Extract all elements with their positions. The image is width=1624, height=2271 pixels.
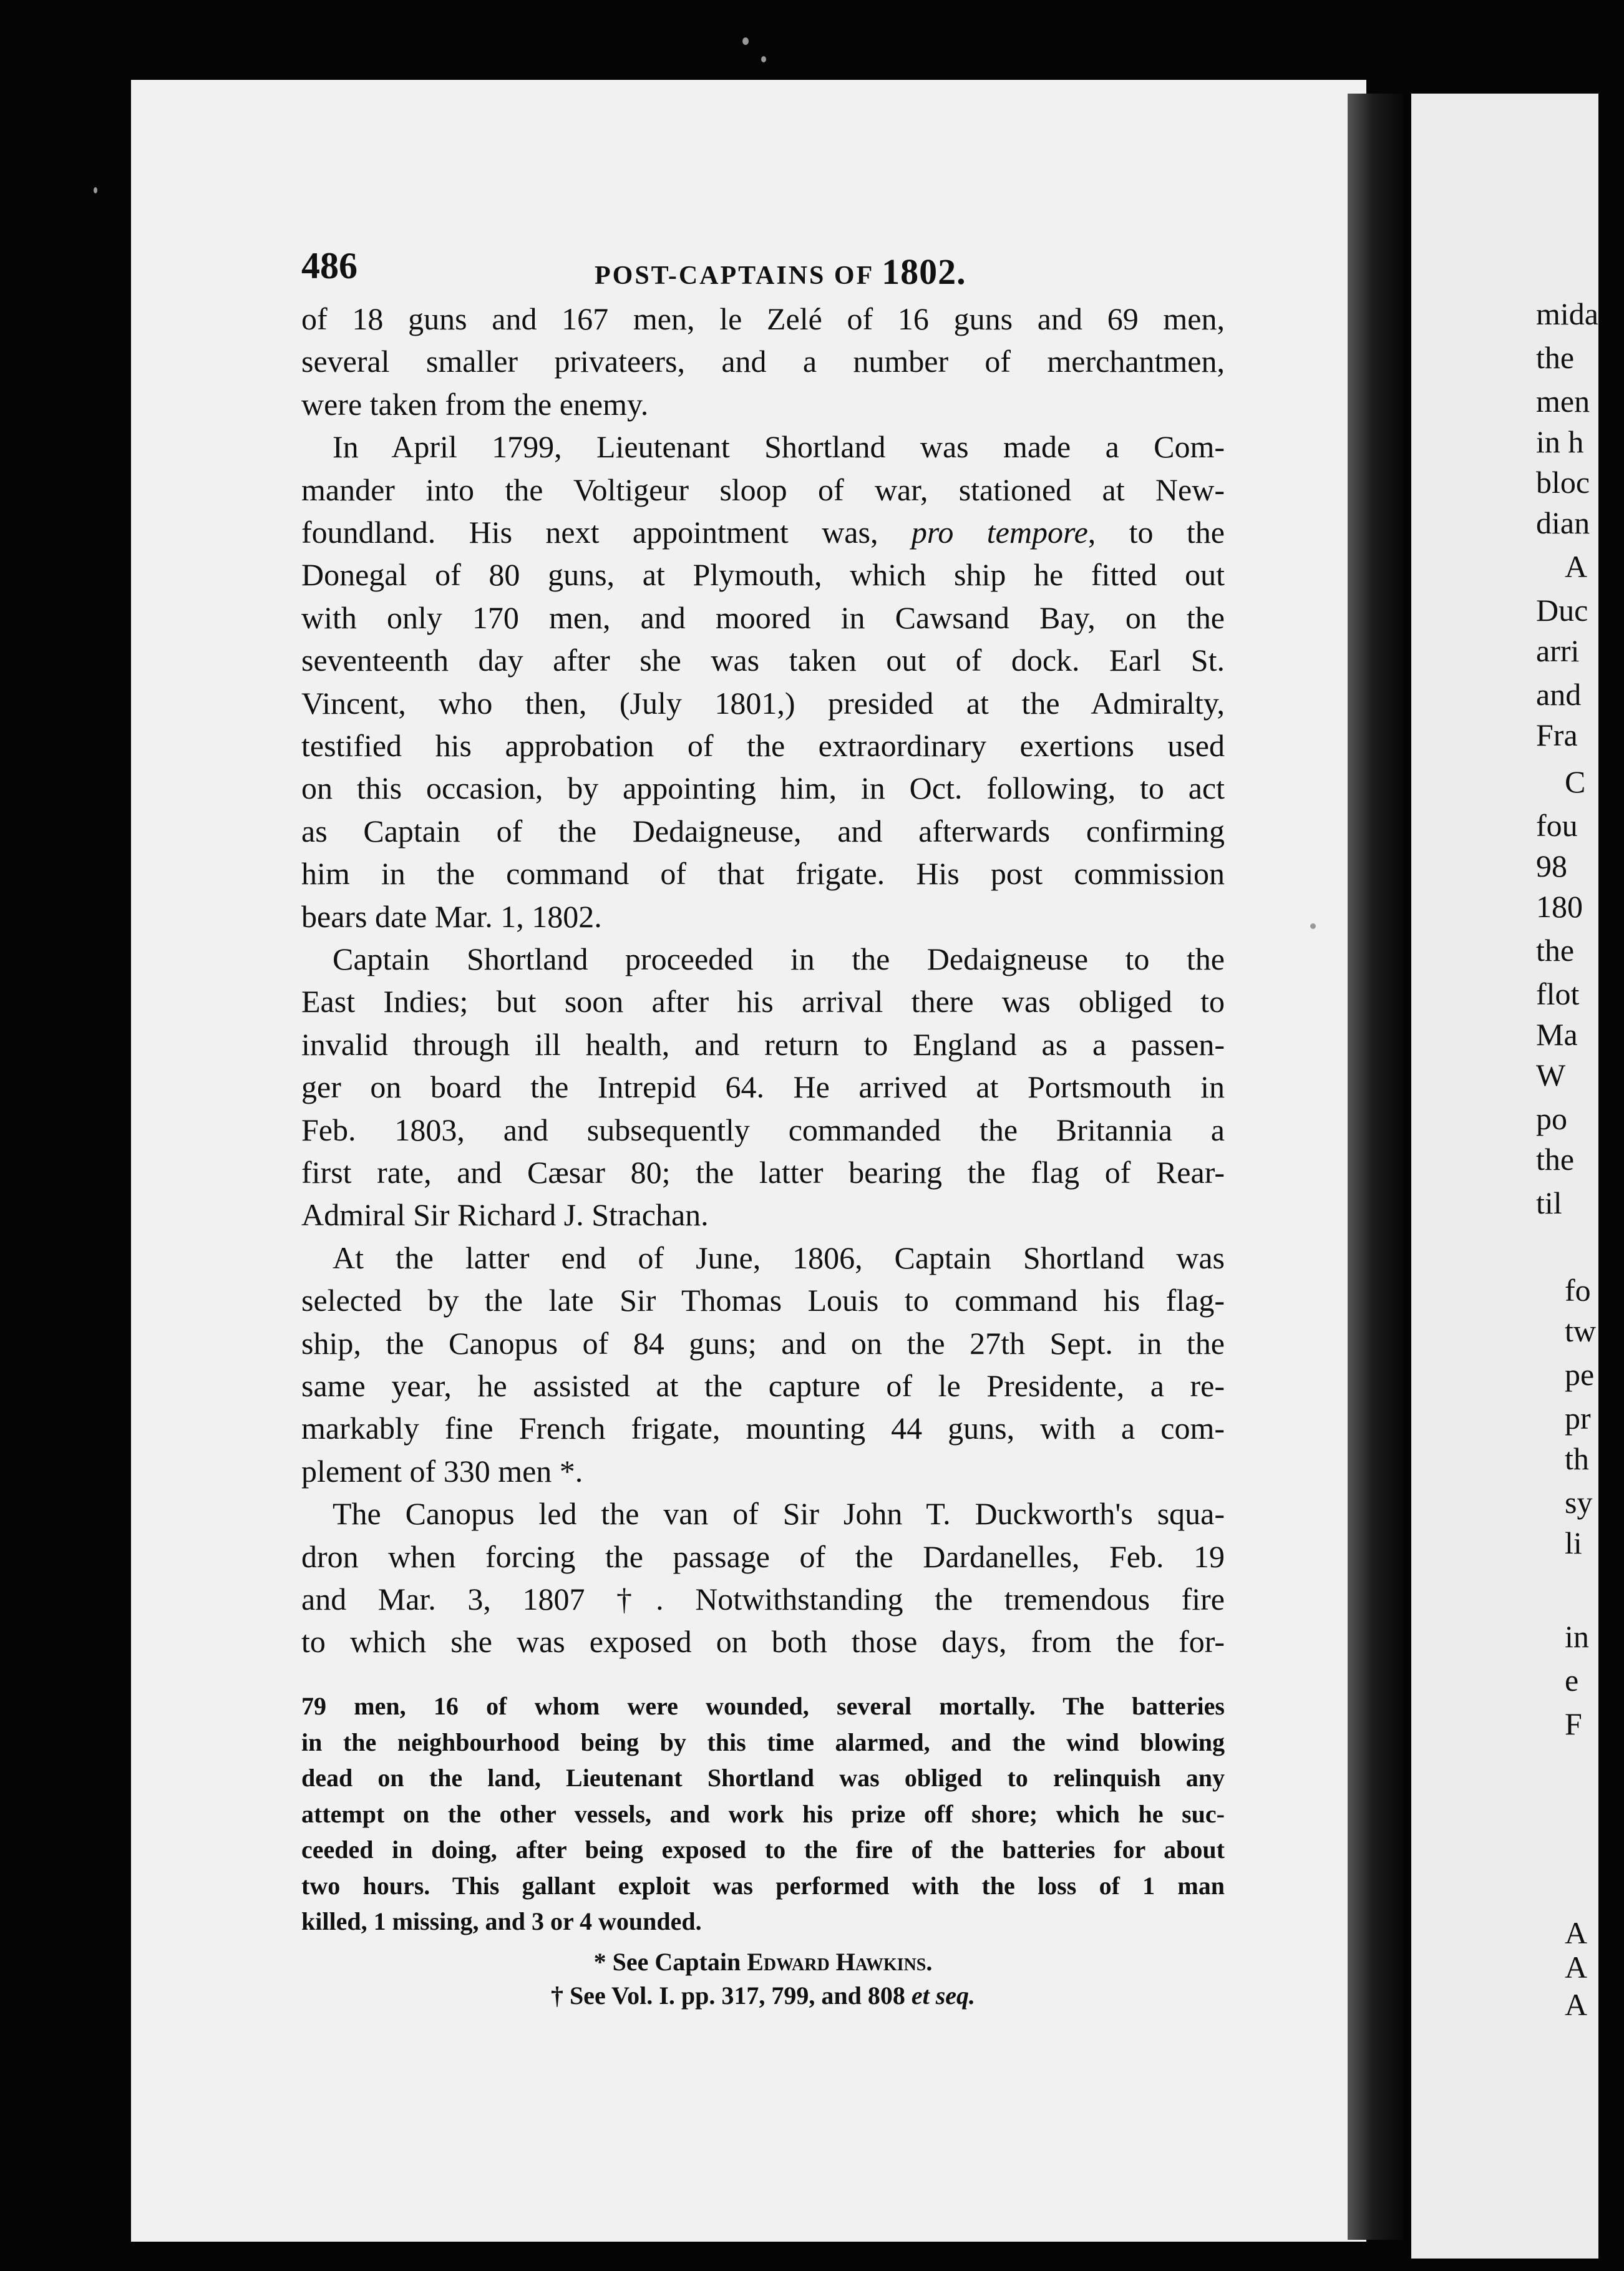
body-line: to which she was exposed on both those days, from the for-: [301, 1624, 1225, 1660]
facing-page-fragment: pe: [1565, 1357, 1595, 1392]
facing-page-fragment: A: [1565, 1950, 1588, 1985]
body-line: on this occasion, by appointing him, in Oct. following, to act: [301, 771, 1225, 806]
facing-page-fragment: li: [1565, 1525, 1582, 1560]
footnote-line: ceeded in doing, after being exposed to the fire of the batteries for about: [301, 1836, 1225, 1864]
page-header: [301, 245, 1225, 294]
facing-page-fragment: the: [1536, 933, 1575, 968]
facing-page-fragment: and: [1536, 677, 1582, 712]
body-line: Feb. 1803, and subsequently commanded the Britannia a: [301, 1112, 1225, 1147]
facing-page-fragment: the: [1536, 340, 1575, 375]
body-line: as Captain of the Dedaigneuse, and afterwards confirming: [301, 813, 1225, 849]
footnote-star-name: Edward Hawkins.: [747, 1948, 933, 1976]
body-line: bears date Mar. 1, 1802.: [301, 898, 602, 934]
footnote-line: killed, 1 missing, and 3 or 4 wounded.: [301, 1907, 702, 1935]
facing-page-fragment: sy: [1565, 1485, 1593, 1520]
body-line: ship, the Canopus of 84 guns; and on the 27th Sept. in the: [301, 1325, 1225, 1361]
facing-page-fragment: Fra: [1536, 717, 1578, 752]
running-head-title: POST-CAPTAINS OF: [595, 261, 873, 290]
facing-page-fragment: pr: [1565, 1401, 1591, 1436]
facing-page-fragment: in h: [1536, 424, 1584, 459]
body-line: markably fine French frigate, mounting 44 guns, with a com-: [301, 1411, 1225, 1446]
body-line: several smaller privateers, and a number of merchantmen,: [301, 344, 1225, 379]
footnote-line: dead on the land, Lieutenant Shortland was obliged to relinquish any: [301, 1764, 1225, 1792]
facing-page-fragment: 180: [1536, 889, 1583, 924]
facing-page-fragment: A: [1565, 1987, 1588, 2022]
facing-page-fragment: men: [1536, 384, 1590, 419]
running-head-year: 1802.: [882, 251, 966, 292]
body-line: The Canopus led the van of Sir John T. Duckworth's squa-: [333, 1496, 1225, 1532]
footnote-star: [301, 1945, 1225, 1979]
body-line: and Mar. 3, 1807 †. Notwithstanding the tremendous fire: [301, 1582, 1225, 1617]
body-line: Donegal of 80 guns, at Plymouth, which ship he fitted out: [301, 557, 1225, 593]
body-line: same year, he assisted at the capture of le Presidente, a re-: [301, 1368, 1225, 1403]
book-gutter: [1348, 94, 1404, 2240]
facing-page-fragment: flot: [1536, 976, 1580, 1011]
facing-page-fragment: 98: [1536, 849, 1567, 883]
page-number: 486: [301, 245, 357, 286]
body-line: first rate, and Cæsar 80; the latter bearing the flag of Rear-: [301, 1155, 1225, 1190]
facing-page-fragment: in: [1565, 1619, 1589, 1654]
body-line: ger on board the Intrepid 64. He arrived at Portsmouth in: [301, 1069, 1225, 1105]
body-line: selected by the late Sir Thomas Louis to command his flag-: [301, 1283, 1225, 1318]
facing-page-fragment: dian: [1536, 505, 1590, 540]
footnote-line: two hours. This gallant exploit was performed with the loss of 1 man: [301, 1871, 1225, 1900]
body-line: dron when forcing the passage of the Dardanelles, Feb. 19: [301, 1539, 1225, 1574]
dust-speck: [94, 187, 97, 193]
facing-page-fragment: fou: [1536, 808, 1578, 843]
footnote-line: 79 men, 16 of whom were wounded, several mortally. The batteries: [301, 1692, 1225, 1720]
running-head: [595, 251, 966, 293]
facing-page-fragment: bloc: [1536, 465, 1590, 500]
body-line: of 18 guns and 167 men, le Zelé of 16 guns and 69 men,: [301, 301, 1225, 336]
facing-page-fragment: arri: [1536, 633, 1580, 668]
body-line: East Indies; but soon after his arrival there was obliged to: [301, 984, 1225, 1019]
body-line: testified his approbation of the extraordinary exertions used: [301, 728, 1225, 763]
footnote-line: attempt on the other vessels, and work his prize off shore; which he suc-: [301, 1799, 1225, 1828]
dust-speck: [1310, 923, 1316, 929]
body-line: In April 1799, Lieutenant Shortland was made a Com-: [333, 429, 1225, 465]
facing-page-fragment: A: [1565, 1915, 1588, 1950]
facing-page-fragment: mida: [1536, 296, 1598, 331]
facing-page-fragment: e: [1565, 1663, 1579, 1698]
dust-speck: [761, 56, 766, 62]
body-line: seventeenth day after she was taken out of dock. Earl St.: [301, 643, 1225, 678]
footnote-dagger: [301, 1979, 1225, 2013]
facing-page-fragment: Ma: [1536, 1017, 1578, 1052]
body-line: At the latter end of June, 1806, Captain Shortland was: [333, 1240, 1225, 1275]
body-line: were taken from the enemy.: [301, 386, 649, 422]
body-line: him in the command of that frigate. His post commission: [301, 856, 1225, 892]
footnote-star-text: * See Captain: [593, 1948, 741, 1976]
body-line: plement of 330 men *.: [301, 1453, 583, 1489]
facing-page-fragment: til: [1536, 1185, 1562, 1220]
footnote-dagger-text: † See Vol. I. pp. 317, 799, and 808: [550, 1982, 905, 2010]
footnote-dagger-suffix: et seq.: [911, 1982, 976, 2010]
body-line: Vincent, who then, (July 1801,) presided at the Admiralty,: [301, 685, 1225, 721]
facing-page-fragment: tw: [1565, 1313, 1596, 1348]
footnote-line: in the neighbourhood being by this time alarmed, and the wind blowing: [301, 1728, 1225, 1756]
facing-page-fragment: C: [1565, 764, 1586, 799]
body-line: with only 170 men, and moored in Cawsand Bay, on the: [301, 600, 1225, 635]
facing-page-fragment: F: [1565, 1706, 1582, 1741]
facing-page-fragment: th: [1565, 1441, 1589, 1476]
facing-page-fragment: Duc: [1536, 593, 1588, 628]
body-line: foundland. His next appointment was, pro tempore, to the: [301, 515, 1225, 550]
body-line: Captain Shortland proceeded in the Dedaigneuse to the: [333, 941, 1225, 976]
facing-page-fragment: po: [1536, 1101, 1567, 1136]
dust-speck: [742, 37, 749, 45]
body-line: mander into the Voltigeur sloop of war, stationed at New-: [301, 472, 1225, 507]
facing-page-fragment: A: [1565, 549, 1588, 584]
facing-page-fragment: W: [1536, 1058, 1566, 1092]
facing-page-fragment: fo: [1565, 1273, 1591, 1308]
facing-page-fragment: the: [1536, 1142, 1575, 1177]
body-line: Admiral Sir Richard J. Strachan.: [301, 1197, 709, 1233]
body-line: invalid through ill health, and return to England as a passen-: [301, 1026, 1225, 1062]
